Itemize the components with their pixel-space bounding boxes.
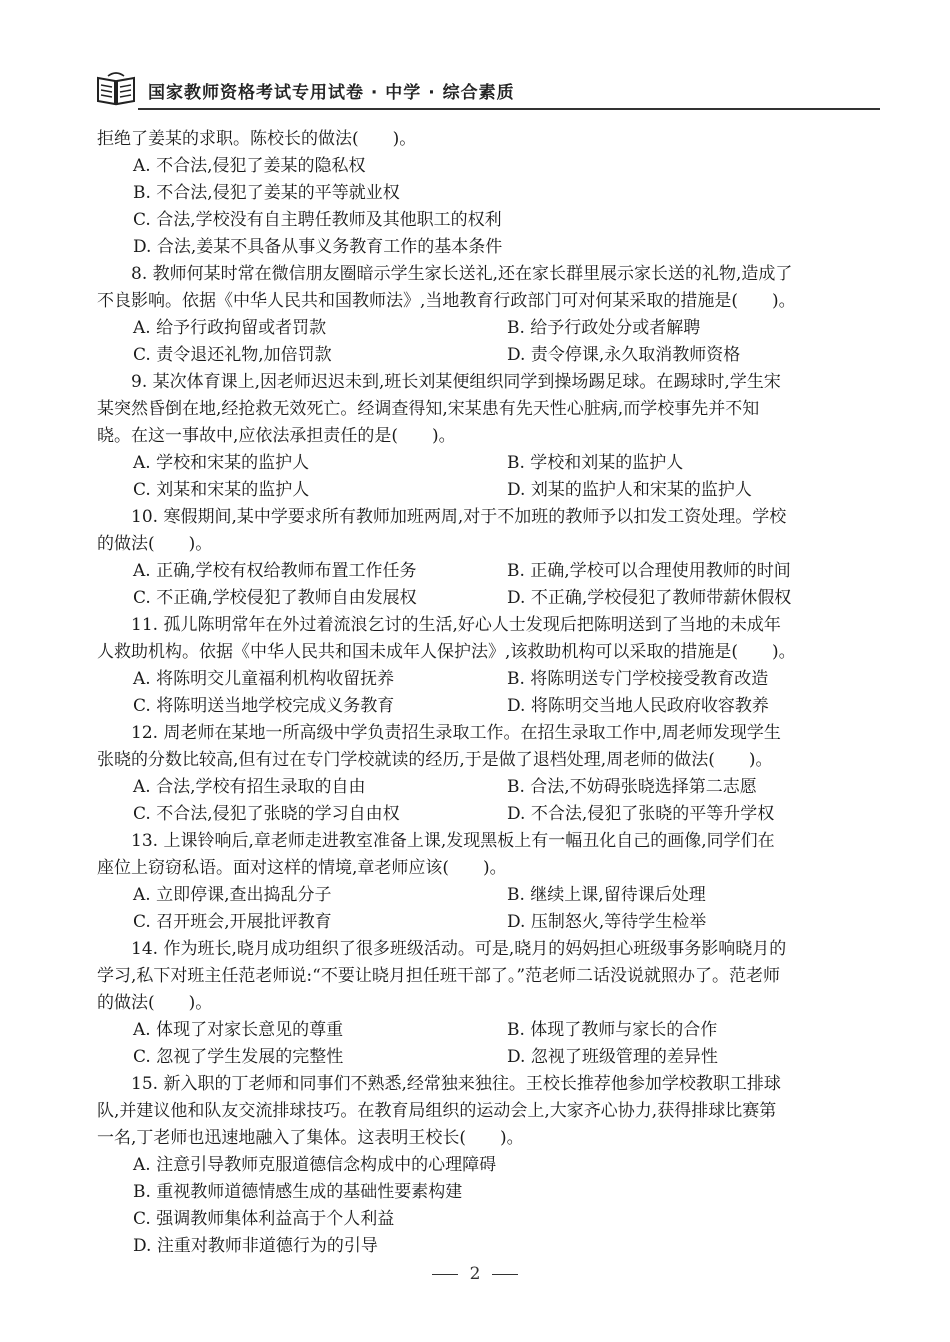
question-list bbox=[97, 126, 883, 1260]
question-9-option-d: D. 刘某的监护人和宋某的监护人 bbox=[507, 480, 752, 500]
question-10-option-a: A. 正确,学校有权给教师布置工作任务 bbox=[133, 561, 417, 581]
question-7-option-c: C. 合法,学校没有自主聘任教师及其他职工的权利 bbox=[133, 210, 502, 230]
question-14-text-line: 的做法( )。 bbox=[97, 993, 213, 1013]
question-10-option-d: D. 不正确,学校侵犯了教师带薪休假权 bbox=[507, 588, 792, 608]
header-title: 国家教师资格考试专用试卷 · 中学 · 综合素质 bbox=[148, 83, 515, 103]
question-15-option-a: A. 注意引导教师克服道德信念构成中的心理障碍 bbox=[133, 1155, 497, 1175]
page-number bbox=[0, 1264, 950, 1284]
question-8-option-b: B. 给予行政处分或者解聘 bbox=[507, 318, 701, 338]
question-11 bbox=[97, 612, 883, 720]
question-12-text-line: 12. 周老师在某地一所高级中学负责招生录取工作。在招生录取工作中,周老师发现学生 bbox=[131, 723, 781, 743]
page-number-dash-right bbox=[492, 1274, 518, 1275]
question-12-option-c: C. 不合法,侵犯了张晓的学习自由权 bbox=[133, 804, 400, 824]
question-11-text-line: 人救助机构。依据《中华人民共和国未成年人保护法》,该救助机构可以采取的措施是( )。 bbox=[97, 642, 796, 662]
question-12 bbox=[97, 720, 883, 828]
question-11-option-c: C. 将陈明送当地学校完成义务教育 bbox=[133, 696, 395, 716]
header-divider bbox=[138, 108, 880, 110]
question-15-text-line: 一名,丁老师也迅速地融入了集体。这表明王校长( )。 bbox=[97, 1128, 524, 1148]
question-7-option-a: A. 不合法,侵犯了姜某的隐私权 bbox=[133, 156, 366, 176]
question-8-option-a: A. 给予行政拘留或者罚款 bbox=[133, 318, 327, 338]
question-15-option-d: D. 注重对教师非道德行为的引导 bbox=[133, 1236, 378, 1256]
question-8-option-d: D. 责令停课,永久取消教师资格 bbox=[507, 345, 741, 365]
question-9-option-b: B. 学校和刘某的监护人 bbox=[507, 453, 684, 473]
question-8-option-c: C. 责令退还礼物,加倍罚款 bbox=[133, 345, 332, 365]
question-9-text-line: 晓。在这一事故中,应依法承担责任的是( )。 bbox=[97, 426, 456, 446]
question-8-text-line: 不良影响。依据《中华人民共和国教师法》,当地教育行政部门可对何某采取的措施是( )。 bbox=[97, 291, 796, 311]
question-10-option-b: B. 正确,学校可以合理使用教师的时间 bbox=[507, 561, 791, 581]
question-15-text-line: 队,并建议他和队友交流排球技巧。在教育局组织的运动会上,大家齐心协力,获得排球比赛第 bbox=[97, 1101, 777, 1121]
page-header bbox=[90, 66, 880, 118]
question-10-text-line: 的做法( )。 bbox=[97, 534, 213, 554]
question-13 bbox=[97, 828, 883, 936]
question-10-option-c: C. 不正确,学校侵犯了教师自由发展权 bbox=[133, 588, 417, 608]
question-9-option-a: A. 学校和宋某的监护人 bbox=[133, 453, 310, 473]
question-9-option-c: C. 刘某和宋某的监护人 bbox=[133, 480, 310, 500]
question-14-option-d: D. 忽视了班级管理的差异性 bbox=[507, 1047, 718, 1067]
page-number-value: 2 bbox=[469, 1264, 481, 1284]
question-8-text-line: 8. 教师何某时常在微信朋友圈暗示学生家长送礼,还在家长群里展示家长送的礼物,造成了 bbox=[131, 264, 793, 284]
question-9 bbox=[97, 369, 883, 504]
question-7-option-b: B. 不合法,侵犯了姜某的平等就业权 bbox=[133, 183, 400, 203]
question-9-text-line: 9. 某次体育课上,因老师迟迟未到,班长刘某便组织同学到操场踢足球。在踢球时,学生宋 bbox=[131, 372, 781, 392]
question-15-option-c: C. 强调教师集体利益高于个人利益 bbox=[133, 1209, 395, 1229]
question-8 bbox=[97, 261, 883, 369]
question-11-option-d: D. 将陈明交当地人民政府收容教养 bbox=[507, 696, 769, 716]
question-11-option-a: A. 将陈明交儿童福利机构收留抚养 bbox=[133, 669, 395, 689]
question-13-option-c: C. 召开班会,开展批评教育 bbox=[133, 912, 332, 932]
question-7-option-d: D. 合法,姜某不具备从事义务教育工作的基本条件 bbox=[133, 237, 503, 257]
question-13-text-line: 13. 上课铃响后,章老师走进教室准备上课,发现黑板上有一幅丑化自己的画像,同学们在 bbox=[131, 831, 775, 851]
question-7-text: 拒绝了姜某的求职。陈校长的做法( )。 bbox=[97, 129, 417, 149]
question-15 bbox=[97, 1071, 883, 1260]
question-12-option-a: A. 合法,学校有招生录取的自由 bbox=[133, 777, 366, 797]
question-15-option-b: B. 重视教师道德情感生成的基础性要素构建 bbox=[133, 1182, 463, 1202]
page-number-dash-left bbox=[432, 1274, 458, 1275]
question-13-text-line: 座位上窃窃私语。面对这样的情境,章老师应该( )。 bbox=[97, 858, 507, 878]
question-12-option-b: B. 合法,不妨碍张晓选择第二志愿 bbox=[507, 777, 757, 797]
question-9-text-line: 某突然昏倒在地,经抢救无效死亡。经调查得知,宋某患有先天性心脏病,而学校事先并不知 bbox=[97, 399, 760, 419]
question-13-option-a: A. 立即停课,查出捣乱分子 bbox=[133, 885, 332, 905]
question-11-option-b: B. 将陈明送专门学校接受教育改造 bbox=[507, 669, 769, 689]
question-14 bbox=[97, 936, 883, 1071]
open-book-icon bbox=[96, 72, 136, 106]
question-14-text-line: 学习,私下对班主任范老师说:“不要让晓月担任班干部了。”范老师二话没说就照办了。范老师 bbox=[97, 966, 781, 986]
question-14-option-c: C. 忽视了学生发展的完整性 bbox=[133, 1047, 344, 1067]
question-15-text-line: 15. 新入职的丁老师和同事们不熟悉,经常独来独往。王校长推荐他参加学校教职工排球 bbox=[131, 1074, 781, 1094]
question-7 bbox=[97, 126, 883, 261]
question-14-option-a: A. 体现了对家长意见的尊重 bbox=[133, 1020, 344, 1040]
question-11-text-line: 11. 孤儿陈明常年在外过着流浪乞讨的生活,好心人士发现后把陈明送到了当地的未成年 bbox=[131, 615, 781, 635]
question-12-option-d: D. 不合法,侵犯了张晓的平等升学权 bbox=[507, 804, 775, 824]
question-10-text-line: 10. 寒假期间,某中学要求所有教师加班两周,对于不加班的教师予以扣发工资处理。学校 bbox=[131, 507, 787, 527]
question-10 bbox=[97, 504, 883, 612]
question-12-text-line: 张晓的分数比较高,但有过在专门学校就读的经历,于是做了退档处理,周老师的做法( )。 bbox=[97, 750, 773, 770]
question-13-option-b: B. 继续上课,留待课后处理 bbox=[507, 885, 706, 905]
question-14-text-line: 14. 作为班长,晓月成功组织了很多班级活动。可是,晓月的妈妈担心班级事务影响晓月的 bbox=[131, 939, 787, 959]
question-14-option-b: B. 体现了教师与家长的合作 bbox=[507, 1020, 718, 1040]
question-13-option-d: D. 压制怒火,等待学生检举 bbox=[507, 912, 707, 932]
